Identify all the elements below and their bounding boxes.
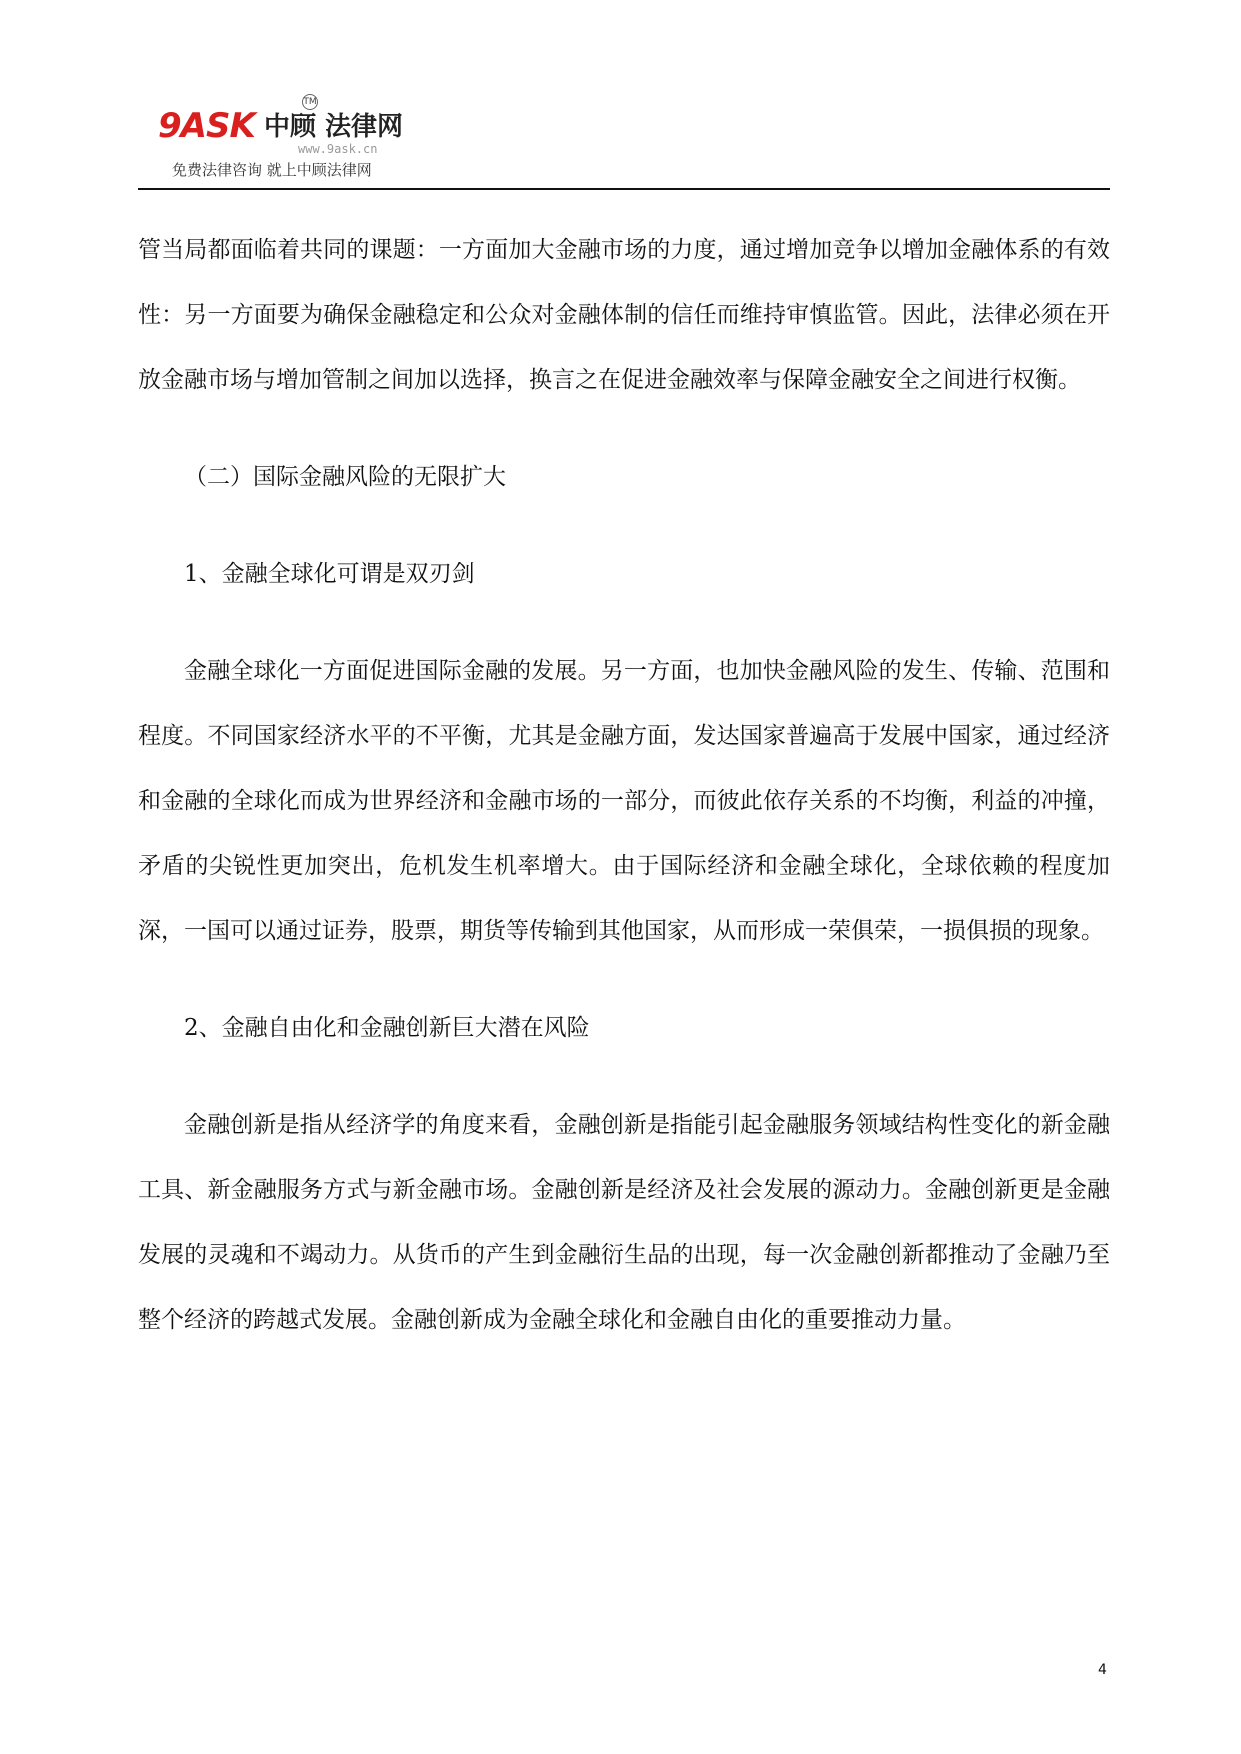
paragraph: 管当局都面临着共同的课题：一方面加大金融市场的力度，通过增加竞争以增加金融体系的有效性：另一方面要为确保金融稳定和公众对金融体制的信任而维持审慎监管。因此，法律必须在开放金融市场与增加管制之间加以选择，换言之在促进金融效率与保障金融安全之间进行权衡。 — [138, 237, 1110, 393]
subsection-heading: 2、金融自由化和金融创新巨大潜在风险 — [184, 1015, 590, 1041]
subsection-heading: 1、金融全球化可谓是双刃剑 — [184, 561, 475, 587]
document-body — [138, 218, 1110, 1385]
section-heading: （二）国际金融风险的无限扩大 — [184, 464, 506, 490]
paragraph: 金融全球化一方面促进国际金融的发展。另一方面，也加快金融风险的发生、传输、范围和程度。不同国家经济水平的不平衡，尤其是金融方面，发达国家普遍高于发展中国家，通过经济和金融的全球化而成为世界经济和金融市场的一部分，而彼此依存关系的不均衡，利益的冲撞，矛盾的尖锐性更加突出，危机发生机率增大。由于国际经济和金融全球化，全球依赖的程度加深，一国可以通过证券，股票，期货等传输到其他国家，从而形成一荣俱荣，一损俱损的现象。 — [138, 658, 1110, 944]
trademark-icon: TM — [302, 94, 318, 110]
logo-brand: 9ASK — [158, 106, 255, 146]
paragraph: 金融创新是指从经济学的角度来看，金融创新是指能引起金融服务领域结构性变化的新金融工具、新金融服务方式与新金融市场。金融创新是经济及社会发展的源动力。金融创新更是金融发展的灵魂和不竭动力。从货币的产生到金融衍生品的出现，每一次金融创新都推动了金融乃至整个经济的跨越式发展。金融创新成为金融全球化和金融自由化的重要推动力量。 — [138, 1112, 1110, 1333]
site-logo — [152, 92, 412, 182]
logo-url: www.9ask.cn — [298, 142, 378, 156]
logo-name: 中顾 法律网 — [264, 112, 404, 142]
logo-slogan: 免费法律咨询 就上中顾法律网 — [172, 161, 372, 179]
page-header — [138, 92, 1110, 190]
page-number: 4 — [1098, 1662, 1107, 1678]
